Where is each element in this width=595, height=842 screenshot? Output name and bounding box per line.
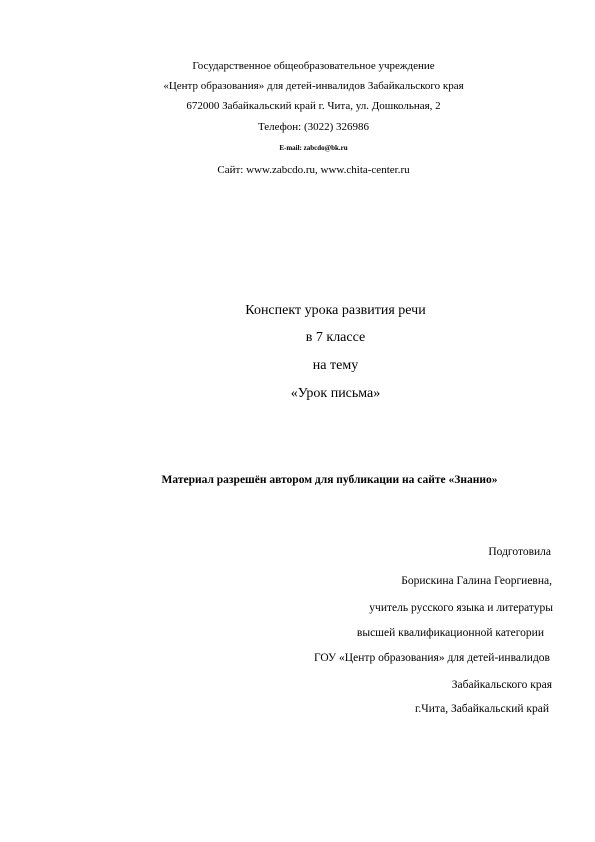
header-email: E-mail: zabcdo@bk.ru <box>279 144 348 152</box>
header-site: Сайт: www.zabcdo.ru, www.chita-center.ru <box>217 164 410 176</box>
author-region: Забайкальского края <box>451 679 552 691</box>
header-phone: Телефон: (3022) 326986 <box>257 121 370 133</box>
author-prepared: Подготовила <box>488 546 551 558</box>
author-org: ГОУ «Центр образования» для детей-инвалидов <box>314 652 550 664</box>
author-category: высшей квалификационной категории <box>356 627 544 639</box>
header-center-name: «Центр образования» для детей-инвалидов Забайкальского края <box>163 80 464 92</box>
author-name: Борискина Галина Георгиевна, <box>401 575 552 587</box>
author-city: г.Чита, Забайкальский край <box>415 703 549 715</box>
title-line-3: на тему <box>312 358 359 373</box>
header-address: 672000 Забайкальский край г. Чита, ул. Дошкольная, 2 <box>186 100 441 112</box>
title-line-2: в 7 классе <box>305 330 366 345</box>
title-line-4: «Урок письма» <box>290 386 381 401</box>
author-position: учитель русского языка и литературы <box>369 602 553 614</box>
title-line-1: Конспект урока развития речи <box>245 303 426 318</box>
permission-note: Материал разрешён автором для публикации на сайте «Знанио» <box>161 474 498 486</box>
header-institution: Государственное общеобразовательное учреждение <box>192 60 435 72</box>
